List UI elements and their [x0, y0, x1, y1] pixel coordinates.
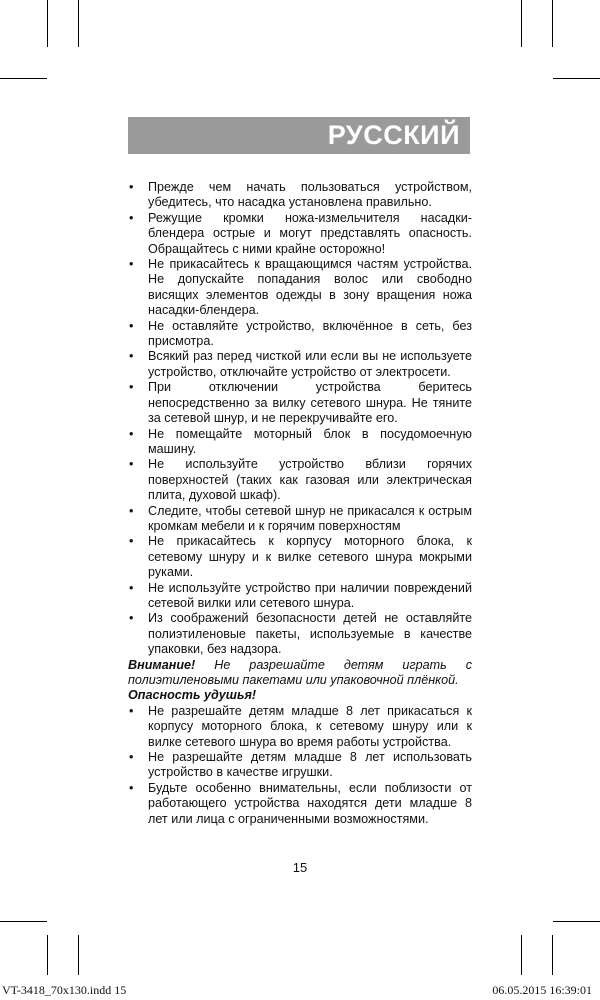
- bullet-text: Не разрешайте детям младше 8 лет прикасаться к корпусу моторного блока, к сетевому шнуру или к вилке сетевого шнура во время работы устройства.: [148, 703, 472, 749]
- bullet-marker: •: [129, 503, 134, 518]
- crop-mark: [553, 921, 600, 922]
- bullet-text: Не прикасайтесь к вращающимся частям устройства. Не допускайте попадания волос или свободно висящих элементов одежды в зону вращения ножа насадки-блендера.: [148, 257, 472, 318]
- bullet-item: [128, 319, 472, 350]
- bullet-marker: •: [129, 180, 134, 194]
- bullet-marker: •: [129, 426, 134, 441]
- bullet-marker: •: [129, 780, 134, 795]
- bullet-list-bottom: [128, 704, 472, 827]
- bullet-marker: •: [129, 318, 134, 333]
- bullet-marker: •: [129, 703, 134, 718]
- bullet-text: Будьте особенно внимательны, если поблизости от работающего устройства находятся дети младше 8 лет или лица с ограниченными возможностями.: [148, 780, 472, 826]
- crop-mark: [47, 0, 48, 47]
- bullet-text: Не помещайте моторный блок в посудомоечную машину.: [148, 426, 472, 456]
- bullet-text: Не используйте устройство вблизи горячих поверхностей (таких как газовая или электрическая плита, духовой шкаф).: [148, 457, 472, 503]
- bullet-marker: •: [129, 210, 134, 225]
- bullet-item: [128, 581, 472, 612]
- bullet-item: [128, 380, 472, 426]
- bullet-text: Режущие кромки ножа-измельчителя насадки-блендера острые и могут представлять опасность. Обращайтесь с ними крайне осторожно!: [148, 210, 472, 256]
- crop-mark: [0, 921, 47, 922]
- bullet-text: Следите, чтобы сетевой шнур не прикасался к острым кромкам мебели и к горячим поверхностям: [148, 503, 472, 533]
- bullet-item: [128, 257, 472, 319]
- bullet-list-top: [128, 180, 472, 658]
- warning-paragraph: [128, 658, 472, 689]
- danger-label: Опасность удушья!: [128, 688, 257, 703]
- bullet-item: [128, 750, 472, 781]
- crop-mark: [47, 935, 48, 975]
- language-title: РУССКИЙ: [327, 120, 460, 150]
- crop-mark: [78, 935, 79, 975]
- bullet-marker: •: [129, 580, 134, 595]
- crop-mark: [78, 0, 79, 47]
- bullet-text: Не оставляйте устройство, включённое в сеть, без присмотра.: [148, 318, 472, 349]
- bullet-text: Всякий раз перед чисткой или если вы не используете устройство, отключайте устройство от электросети.: [148, 349, 472, 379]
- page-number: 15: [292, 860, 308, 875]
- bullet-text: При отключении устройства беритесь непосредственно за вилку сетевого шнура. Не тяните за сетевой шнур, и не перекручивайте его.: [148, 380, 472, 426]
- bullet-item: [128, 349, 472, 380]
- safety-instructions: [128, 180, 472, 827]
- crop-mark: [521, 0, 522, 47]
- crop-mark: [552, 935, 553, 975]
- bullet-item: [128, 457, 472, 503]
- bullet-item: [128, 427, 472, 458]
- bullet-text: Не разрешайте детям младше 8 лет использовать устройство в качестве игрушки.: [148, 750, 472, 780]
- crop-mark: [553, 78, 600, 79]
- bullet-item: [128, 180, 472, 211]
- bullet-text: Не прикасайтесь к корпусу моторного блока, к сетевому шнуру и к вилке сетевого шнура мокрыми руками.: [148, 534, 472, 580]
- crop-mark: [521, 935, 522, 975]
- footer-filename: VT-3418_70x130.indd 15: [2, 983, 127, 997]
- bullet-item: [128, 504, 472, 535]
- bullet-marker: •: [129, 750, 134, 765]
- warning-text: Не разрешайте детям играть с полиэтиленовыми пакетами или упаковочной плёнкой.: [128, 657, 473, 687]
- bullet-marker: •: [129, 257, 134, 272]
- bullet-item: [128, 781, 472, 827]
- bullet-item: [128, 611, 472, 657]
- crop-mark: [0, 78, 47, 79]
- bullet-marker: •: [129, 349, 134, 364]
- bullet-item: [128, 704, 472, 750]
- bullet-marker: •: [129, 611, 134, 626]
- crop-mark: [552, 0, 553, 47]
- language-header-bar: [128, 117, 470, 154]
- bullet-marker: •: [129, 534, 134, 549]
- bullet-text: Не используйте устройство при наличии повреждений сетевой вилки или сетевого шнура.: [148, 580, 472, 610]
- warning-label: Внимание!: [128, 657, 196, 672]
- bullet-marker: •: [129, 457, 134, 472]
- bullet-text: Прежде чем начать пользоваться устройством, убедитесь, что насадка установлена правильно.: [148, 180, 472, 210]
- bullet-item: [128, 211, 472, 257]
- footer-datetime: 06.05.2015 16:39:01: [492, 983, 592, 997]
- bullet-marker: •: [129, 380, 134, 395]
- bullet-text: Из соображений безопасности детей не оставляйте полиэтиленовые пакеты, используемые в качестве упаковки, без надзора.: [148, 611, 472, 657]
- bullet-item: [128, 534, 472, 580]
